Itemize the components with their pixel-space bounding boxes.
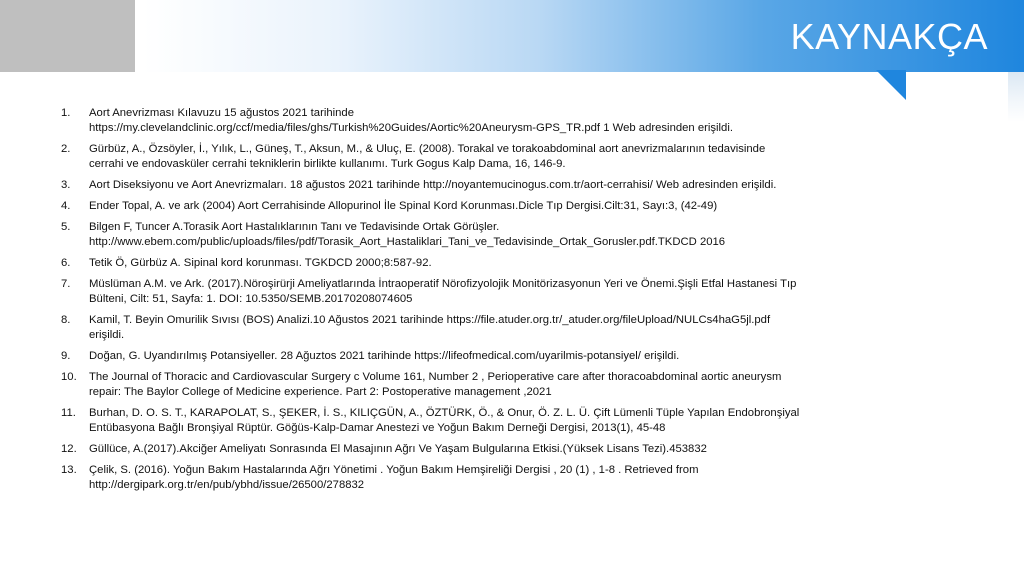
- reference-text-line: cerrahi ve endovasküler cerrahi tekniklerin birlikte kullanımı. Turk Gogus Kalp Dama, 16, 146-9.: [89, 158, 566, 170]
- reference-number: 6.: [61, 257, 71, 269]
- reference-text-line: Bülteni, Cilt: 51, Sayfa: 1. DOI: 10.5350/SEMB.20170208074605: [89, 293, 413, 305]
- reference-number: 12.: [61, 443, 77, 455]
- reference-item: [0, 349, 1024, 364]
- reference-text-line: Tetik Ö, Gürbüz A. Sipinal kord korunması. TGKDCD 2000;8:587-92.: [89, 257, 432, 269]
- reference-text-line: http://www.ebem.com/public/uploads/files/pdf/Torasik_Aort_Hastaliklari_Tani_ve_Tedavisinde_Ortak_Gorusler.pdf.TKDCD 2016: [89, 236, 726, 248]
- reference-item: [0, 463, 1024, 493]
- reference-text-line: https://my.clevelandclinic.org/ccf/media/files/ghs/Turkish%20Guides/Aortic%20Aneurysm-GPS_TR.pdf 1 Web adresinden erişildi.: [89, 122, 733, 134]
- reference-number: 8.: [61, 314, 71, 326]
- reference-list: [0, 106, 1024, 499]
- reference-text-line: Gürbüz, A., Özsöyler, İ., Yılık, L., Güneş, T., Aksun, M., & Uluç, E. (2008). Torakal ve torakoabdominal aort anevrizmalarının tedavisinde: [89, 143, 766, 155]
- reference-text-line: Çelik, S. (2016). Yoğun Bakım Hastalarında Ağrı Yönetimi . Yoğun Bakım Hemşireliği Dergisi , 20 (1) , 1-8 . Retrieved from: [89, 464, 699, 476]
- banner-pointer-shape: [876, 70, 906, 100]
- reference-item: [0, 442, 1024, 457]
- reference-item: [0, 313, 1024, 343]
- reference-text-line: Kamil, T. Beyin Omurilik Sıvısı (BOS) Analizi.10 Ağustos 2021 tarihinde https://file.atuder.org.tr/_atuder.org/fileUpload/NULCs4haG5jl.pdf: [89, 314, 771, 326]
- reference-text-line: repair: The Baylor College of Medicine experience. Part 2: Postoperative management ,2021: [89, 386, 552, 398]
- reference-number: 9.: [61, 350, 71, 362]
- reference-text-line: The Journal of Thoracic and Cardiovascular Surgery c Volume 161, Number 2 , Perioperative care after thoracoabdominal aortic aneurysm: [89, 371, 782, 383]
- reference-text-line: Ender Topal, A. ve ark (2004) Aort Cerrahisinde Allopurinol İle Spinal Kord Korunması.Dicle Tıp Dergisi.Cilt:31, Sayı:3, (42-49): [89, 200, 718, 212]
- reference-item: [0, 370, 1024, 400]
- reference-item: [0, 277, 1024, 307]
- reference-number: 2.: [61, 143, 71, 155]
- reference-text-line: Bilgen F, Tuncer A.Torasik Aort Hastalıklarının Tanı ve Tedavisinde Ortak Görüşler.: [89, 221, 500, 233]
- reference-item: [0, 256, 1024, 271]
- reference-item: [0, 106, 1024, 136]
- reference-number: 10.: [61, 371, 77, 383]
- reference-text-line: erişildi.: [89, 329, 125, 341]
- reference-item: [0, 142, 1024, 172]
- reference-number: 7.: [61, 278, 71, 290]
- reference-text-line: Doğan, G. Uyandırılmış Potansiyeller. 28 Ağuztos 2021 tarihinde https://lifeofmedical.com/uyarilmis-potansiyel/ erişildi.: [89, 350, 680, 362]
- reference-text-line: http://dergipark.org.tr/en/pub/ybhd/issue/26500/278832: [89, 479, 365, 491]
- reference-text-line: Burhan, D. O. S. T., KARAPOLAT, S., ŞEKER, İ. S., KILIÇGÜN, A., ÖZTÜRK, Ö., & Onur, Ö. Z. L. Ü. Çift Lümenli Tüple Yapılan Endobronşiyal: [89, 407, 800, 419]
- reference-item: [0, 199, 1024, 214]
- reference-text-line: Aort Anevrizması Kılavuzu 15 ağustos 2021 tarihinde: [89, 107, 355, 119]
- reference-item: [0, 178, 1024, 193]
- reference-text-line: Güllüce, A.(2017).Akciğer Ameliyatı Sonrasında El Masajının Ağrı Ve Yaşam Bulgularına Etkisi.(Yüksek Lisans Tezi).453832: [89, 443, 707, 455]
- reference-item: [0, 220, 1024, 250]
- reference-text-line: Aort Diseksiyonu ve Aort Anevrizmaları. 18 ağustos 2021 tarihinde http://noyantemucinogus.com.tr/aort-cerrahisi/ Web adresinden erişildi.: [89, 179, 777, 191]
- reference-number: 3.: [61, 179, 71, 191]
- reference-item: [0, 406, 1024, 436]
- reference-number: 5.: [61, 221, 71, 233]
- gray-corner-block: [0, 0, 135, 72]
- reference-text-line: Entübasyona Bağlı Bronşiyal Rüptür. Göğüs-Kalp-Damar Anestezi ve Yoğun Bakım Derneği Dergisi, 2013(1), 45-48: [89, 422, 666, 434]
- reference-text-line: Müslüman A.M. ve Ark. (2017).Nöroşirürji Ameliyatlarında İntraoperatif Nörofizyolojik Monitörizasyonun Yeri ve Önemi.Şişli Etfal Hastanesi Tıp: [89, 278, 797, 290]
- reference-number: 13.: [61, 464, 77, 476]
- reference-number: 1.: [61, 107, 71, 119]
- reference-number: 11.: [61, 407, 76, 419]
- reference-number: 4.: [61, 200, 71, 212]
- slide-title: KAYNAKÇA: [790, 16, 988, 57]
